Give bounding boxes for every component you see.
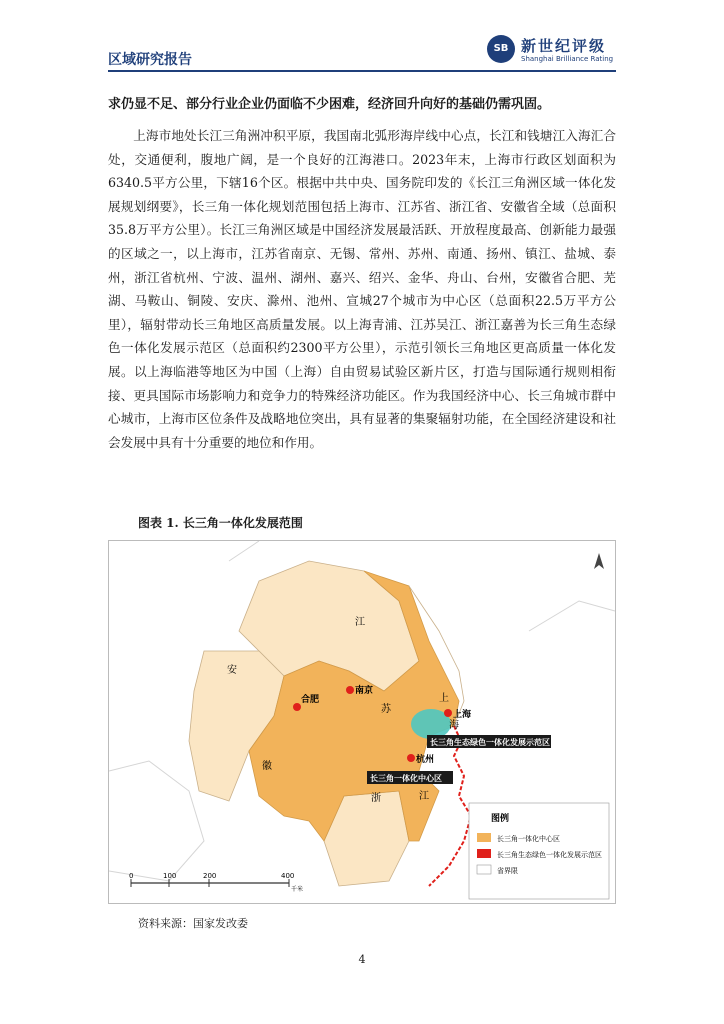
scale-label: 0 [129,872,134,880]
legend-label: 长三角一体化中心区 [497,835,560,843]
map-canvas [109,541,615,903]
legend-label: 省界限 [497,867,518,875]
province-label: 上 [439,693,449,704]
city-dot-hefei [293,703,301,711]
lead-sentence: 求仍显不足、部分行业企业仍面临不少困难，经济回升向好的基础仍需巩固。 [108,97,551,112]
logo-mark: SB [487,35,515,63]
report-section-title: 区域研究报告 [108,52,192,68]
figure-title: 图表 1. 长三角一体化发展范围 [138,516,303,530]
scale-label: 100 [163,872,177,880]
city-dot-nanjing [346,686,354,694]
province-label: 徽 [262,761,272,772]
figure-source: 资料来源：国家发改委 [138,917,248,930]
province-label: 浙 [371,793,381,804]
province-label: 安 [227,665,237,676]
body-paragraph: 上海市地处长江三角洲冲积平原，我国南北弧形海岸线中心点，长江和钱塘江入海汇合处，交通便利，腹地广阔，是一个良好的江海港口。2023年末，上海市行政区划面积为6340.5平方公里，下辖16个区。根据中共中央、国务院印发的《长江三角洲区域一体化发展规划纲要》，长三角一体化规划范围包括上海市、江苏省、浙江省、安徽省全域（总面积35.8万平方公里）。长江三角洲区域是中国经济发展最活跃、开放程度最高、创新能力最强的区域之一，以上海市，江苏省南京、无锡、常州、苏州、南通、扬州、镇江、盐城、泰州，浙江省杭州、宁波、温州、湖州、嘉兴、绍兴、金华、舟山、台州，安徽省合肥、芜湖、马鞍山、铜陵、安庆、滁州、池州、宣城27个城市为中心区（总面积22.5万平方公里），辐射带动长三角地区高质量发展。以上海青浦、江苏吴江、浙江嘉善为长三角生态绿色一体化发展示范区（总面积约2300平方公里），示范引领长三角地区更高质量一体化发展。以上海临港等地区为中国（上海）自由贸易试验区新片区，打造与国际通行规则相衔接、更具国际市场影响力和竞争力的特殊经济功能区。作为我国经济中心、长三角城市群中心城市，上海市区位条件及战略地位突出，具有显著的集聚辐射功能，在全国经济建设和社会发展中具有十分重要的地位和作用。 [108,128,616,450]
company-logo [487,33,617,67]
callout-demo-zone: 长三角生态绿色一体化发展示范区 [430,738,550,747]
scale-label: 400 [281,872,295,880]
scale-label: 200 [203,872,217,880]
city-label: 南京 [355,686,374,696]
city-dot-hangzhou [407,754,415,762]
logo-chinese-name: 新世纪评级 [521,37,607,55]
yangtze-delta-map [108,540,616,904]
legend-label: 长三角生态绿色一体化发展示范区 [497,851,602,859]
legend-swatch-boundary [477,865,491,874]
scale-unit: 千米 [291,886,304,893]
page-number: 4 [358,953,366,966]
city-dot-shanghai [444,709,452,717]
city-label: 杭州 [416,755,435,765]
legend-swatch-center [477,833,491,842]
province-label: 江 [419,791,429,802]
logo-english-name: Shanghai Brilliance Rating [521,55,614,63]
legend-swatch-demo [477,849,491,858]
city-label: 上海 [453,710,472,720]
province-label: 苏 [381,704,391,715]
header-divider [108,70,616,72]
legend-title: 图例 [491,814,510,824]
province-label: 江 [355,617,365,628]
city-label: 合肥 [301,695,320,705]
callout-center-zone: 长三角一体化中心区 [370,774,442,783]
province-label: 海 [449,720,459,731]
